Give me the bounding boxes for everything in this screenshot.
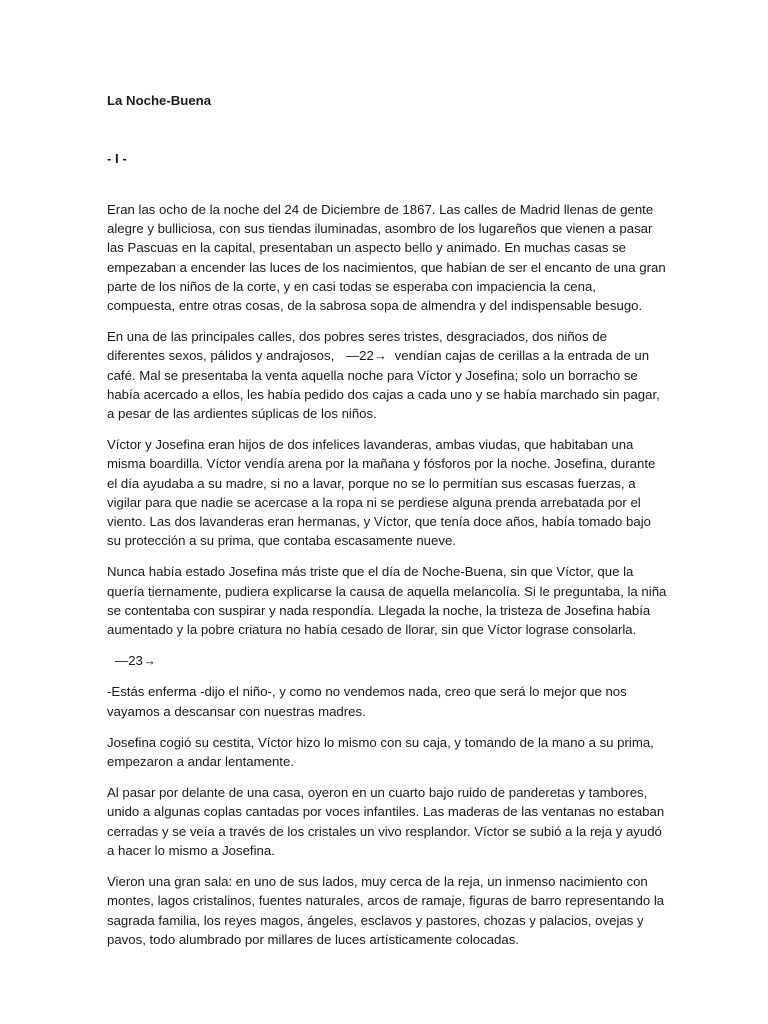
paragraph-text: En una de las principales calles, dos pobres seres tristes, desgraciados, dos niños de diferentes sexos, pálidos y andrajosos, xyxy=(107,329,607,364)
paragraph: Nunca había estado Josefina más triste que el día de Noche-Buena, sin que Víctor, que la quería tiernamente, pudiera explicarse la causa de aquella melancolía. Si le preguntaba, la niña se contentaba con suspirar y nada respondía. Llegada la noche, la tristeza de Josefina había aumentado y la pobre criatura no había cesado de llorar, sin que Víctor lograse consolarla. xyxy=(107,564,667,638)
paragraph: -Estás enferma -dijo el niño-, y como no vendemos nada, creo que será lo mejor que nos vayamos a descansar con nuestras madres. xyxy=(107,684,627,719)
paragraph: Vieron una gran sala: en uno de sus lados, muy cerca de la reja, un inmenso nacimiento con montes, lagos cristalinos, fuentes naturales, arcos de ramaje, figuras de barro representando la sagrada familia, los reyes magos, ángeles, esclavos y pastores, chozas y palacios, ovejas y pavos, todo alumbrado por millares de luces artísticamente colocadas. xyxy=(107,874,665,947)
chapter-heading: - I - xyxy=(107,151,127,166)
page-marker-22: —22→ xyxy=(345,348,387,364)
document-page xyxy=(107,92,667,961)
paragraph-with-page-marker xyxy=(107,327,667,423)
paragraph: Víctor y Josefina eran hijos de dos infelices lavanderas, ambas viudas, que habitaban una misma boardilla. Víctor vendía arena por la mañana y fósforos por la noche. Josefina, durante el día ayudaba a su madre, si no a lavar, porque no se lo permitían sus escasas fuerzas, a vigilar para que nadie se acercase a la ropa ni se perdiese alguna prenda arrebatada por el viento. Las dos lavanderas eran hermanas, y Víctor, que tenía doce años, había tomado bajo su protección a su prima, que contaba escasamente nueve. xyxy=(107,437,656,549)
document-body xyxy=(107,200,667,949)
paragraph-text: vendían cajas de cerillas a la entrada de un café. Mal se presentaba la venta aquella noche para Víctor y Josefina; solo un borracho se había acercado a ellos, les había pedido dos cajas a cada uno y se había marchado sin pagar, a pesar de las ardientes súplicas de los niños. xyxy=(107,348,660,422)
page-marker-23: —23→ xyxy=(115,653,157,669)
paragraph: Josefina cogió su cestita, Víctor hizo lo mismo con su caja, y tomando de la mano a su prima, empezaron a andar lentamente. xyxy=(107,734,654,770)
document-title: La Noche-Buena xyxy=(107,93,212,108)
paragraph: Al pasar por delante de una casa, oyeron en un cuarto bajo ruido de panderetas y tambores, unido a algunas coplas cantadas por voces infantiles. Las maderas de las ventanas no estaban cerradas y se veía a través de los cristales un vivo resplandor. Víctor se subió a la reja y ayudó a hacer lo mismo a Josefina. xyxy=(107,785,665,858)
paragraph: Eran las ocho de la noche del 24 de Diciembre de 1867. Las calles de Madrid llenas de gente alegre y bulliciosa, con sus tiendas iluminadas, asombro de los lugareños que vienen a pasar las Pascuas en la capital, presentaban un aspecto bello y animado. En muchas casas se empezaban a encender las luces de los nacimientos, que habían de ser el encanto de una gran parte de los niños de la corte, y en casi todas se esperaba con impaciencia la cena, compuesta, entre otras cosas, de la sabrosa sopa de almendra y del indispensable besugo. xyxy=(107,202,666,314)
